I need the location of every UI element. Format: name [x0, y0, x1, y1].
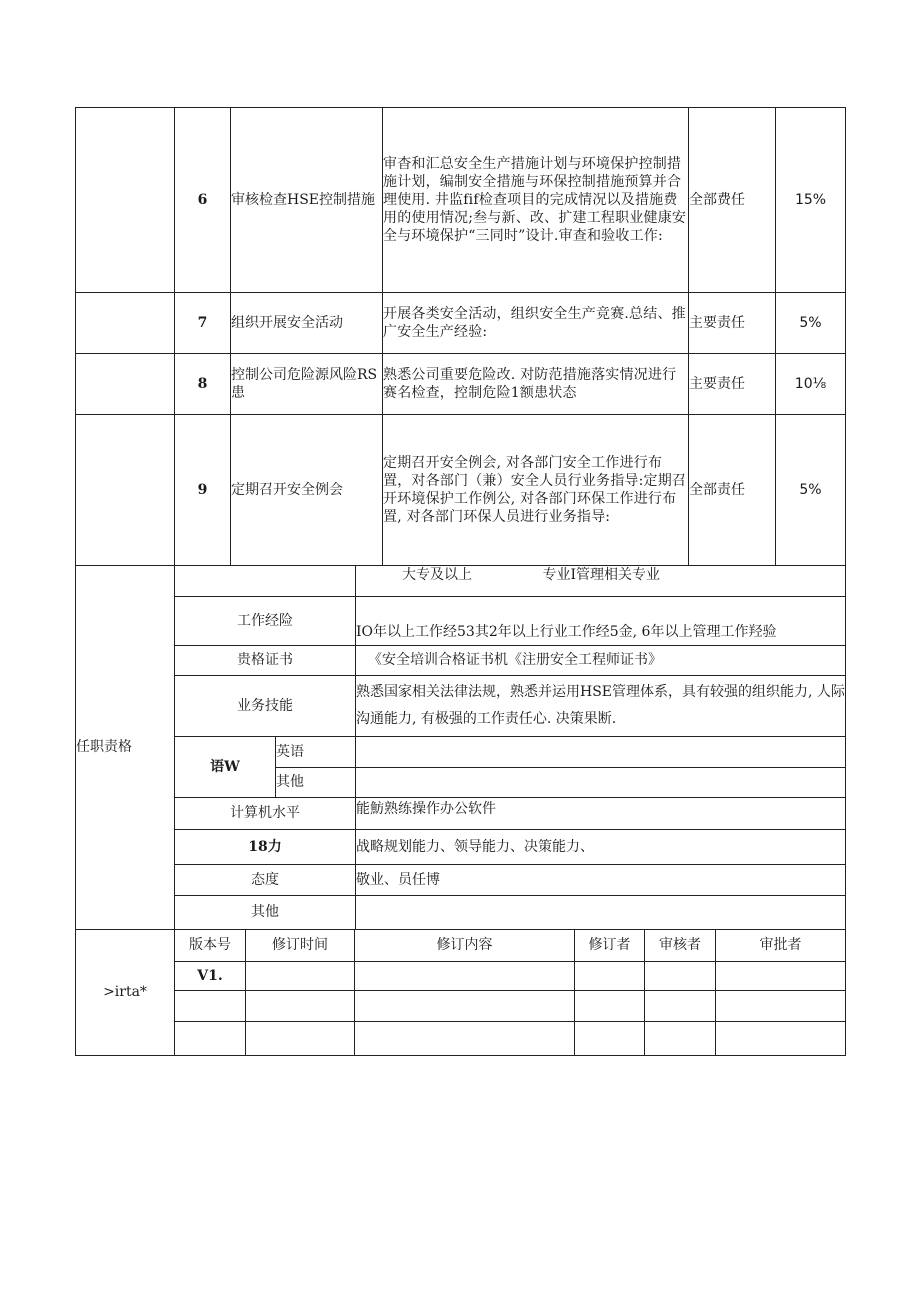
header-approver: 审批者	[716, 930, 846, 962]
duty-description: 熟悉公司重要危险改. 对防范措施落实情况进行赛名检查，控制危险1额患状态	[383, 354, 689, 415]
table-row	[76, 1022, 846, 1056]
revision-table	[75, 929, 846, 1056]
education-row	[356, 566, 846, 597]
version-cell	[175, 1022, 246, 1056]
duty-weight: 5%	[776, 415, 846, 566]
reviser-cell	[575, 991, 645, 1022]
skills-value: 熟悉国家相关法律法规，熟悉并运用HSE管理体系，具有较强的组织能力, 人际沟通能力, 有极强的工作责任心. 决策果断.	[356, 676, 846, 737]
duty-row	[76, 108, 846, 293]
table-row	[76, 991, 846, 1022]
header-revision-time: 修订时间	[246, 930, 355, 962]
attitude-value: 敬业、员任博	[356, 865, 846, 896]
other-value	[356, 896, 846, 930]
header-revision-content: 修订内容	[355, 930, 575, 962]
reviewer-cell	[645, 1022, 716, 1056]
header-version: 版本号	[175, 930, 246, 962]
duty-responsibility: 主要责任	[689, 354, 776, 415]
qualifications-table	[75, 565, 846, 930]
computer-label: 计算机水平	[175, 798, 356, 830]
duties-table	[75, 107, 846, 566]
reviewer-cell	[645, 962, 716, 991]
reviewer-cell	[645, 991, 716, 1022]
duty-description: 开展各类安全活动，组织安全生产竞赛.总结、推广安全生产经验:	[383, 293, 689, 354]
other-label: 其他	[175, 896, 356, 930]
other-language-value	[356, 768, 846, 798]
ability-label: 18力	[175, 830, 356, 865]
duty-responsibility: 全部责任	[689, 415, 776, 566]
duty-row	[76, 415, 846, 566]
certificate-label: 贵格证书	[175, 646, 356, 676]
skills-label: 业务技能	[175, 676, 356, 737]
duty-number: 6	[175, 108, 231, 293]
duty-name: 控制公司危险源风险RS患	[231, 354, 383, 415]
other-language-label: 其他	[276, 768, 356, 798]
version-cell: V1.	[175, 962, 246, 991]
duty-name: 组织开展安全活动	[231, 293, 383, 354]
duty-row	[76, 354, 846, 415]
language-label: 语W	[175, 737, 276, 798]
duty-number: 8	[175, 354, 231, 415]
duty-name: 定期召开安全例会	[231, 415, 383, 566]
major-value: 专业I管理相关专业	[542, 567, 660, 583]
duty-row	[76, 293, 846, 354]
duty-number: 9	[175, 415, 231, 566]
approver-cell	[716, 991, 846, 1022]
experience-label: 工作经险	[175, 597, 356, 646]
revision-time-cell	[246, 991, 355, 1022]
certificate-value: 《安全培训合格证书机《注册安全工程师证书》	[356, 646, 846, 676]
computer-value: 能魴熟练操作办公软件	[356, 798, 846, 830]
table-row	[76, 962, 846, 991]
duty-responsibility: 全部费任	[689, 108, 776, 293]
revision-content-cell	[355, 991, 575, 1022]
reviser-cell	[575, 962, 645, 991]
reviser-cell	[575, 1022, 645, 1056]
revision-time-cell	[246, 1022, 355, 1056]
ability-value: 战略规划能力、领导能力、决策能力、	[356, 830, 846, 865]
english-label: 英语	[276, 737, 356, 768]
education-value: 大专及以上	[402, 567, 472, 583]
revision-content-cell	[355, 962, 575, 991]
duty-number: 7	[175, 293, 231, 354]
duty-weight: 15%	[776, 108, 846, 293]
qualifications-section-label: 任职责格	[76, 566, 175, 930]
revision-time-cell	[246, 962, 355, 991]
duty-name: 审核检查HSE控制措施	[231, 108, 383, 293]
header-reviser: 修订者	[575, 930, 645, 962]
experience-value: IO年以上工作经53其2年以上行业工作经5金, 6年以上管理工作羟验	[356, 597, 846, 646]
approver-cell	[716, 1022, 846, 1056]
duty-weight: 5%	[776, 293, 846, 354]
duty-weight: 10⅛	[776, 354, 846, 415]
duty-description: 审杳和汇总安全生产措施计划与环境保护控制措施计划，编制安全措施与环保控制措施预算并合理使用. 井监fif检查项目的完成情况以及措施费用的使用情况;叁与新、改、扩建工程职业健康安全与环境保护“三同时”设计.审查和验收工作:	[383, 108, 689, 293]
header-reviewer: 审核者	[645, 930, 716, 962]
revision-content-cell	[355, 1022, 575, 1056]
revision-section-label: >irta*	[76, 930, 175, 1056]
english-value	[356, 737, 846, 768]
approver-cell	[716, 962, 846, 991]
attitude-label: 态度	[175, 865, 356, 896]
duty-responsibility: 主要责任	[689, 293, 776, 354]
duty-description: 定期召开安全例会, 对各部门安全工作进行布置，对各部门（兼）安全人员行业务指导:定期召开环境保护工作例公, 对各部门环保工作进行布置, 对各部门环保人员进行业务指导:	[383, 415, 689, 566]
version-cell	[175, 991, 246, 1022]
